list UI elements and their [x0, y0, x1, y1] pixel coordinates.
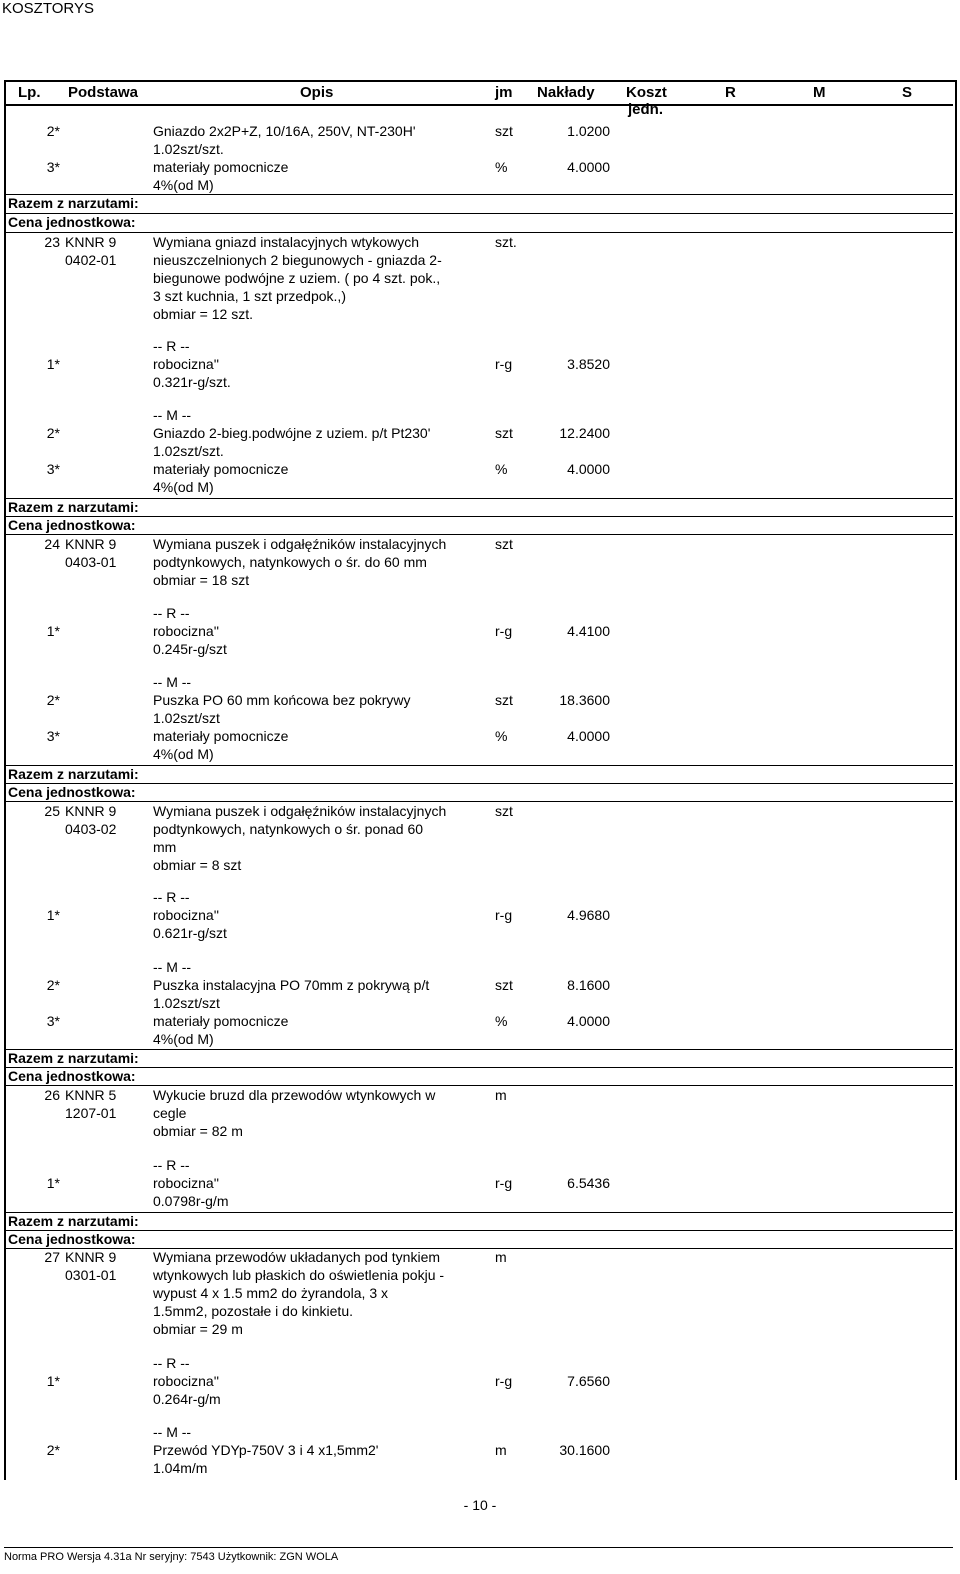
- row-opis: obmiar = 12 szt.: [153, 306, 253, 322]
- row-opis: materiały pomocnicze: [153, 461, 289, 477]
- divider: [4, 1085, 953, 1086]
- row-opis: 0.264r-g/m: [153, 1391, 221, 1407]
- row-val: 4.9680: [567, 907, 610, 923]
- page-number: - 10 -: [463, 1497, 497, 1513]
- row-jm: r-g: [495, 623, 513, 639]
- row-opis: materiały pomocnicze: [153, 728, 289, 744]
- razem-label: Razem z narzutami:: [8, 499, 139, 515]
- row-lp: 3*: [46, 159, 60, 175]
- row-lp: 2*: [46, 1442, 60, 1458]
- divider: [4, 498, 953, 499]
- header-naklady: Nakłady: [537, 84, 595, 101]
- row-opis: 0.0798r-g/m: [153, 1193, 229, 1209]
- row-podstawa: 0403-01: [65, 554, 117, 570]
- divider: [4, 232, 953, 233]
- row-opis: obmiar = 29 m: [153, 1321, 243, 1337]
- row-opis: podtynkowych, natynkowych o śr. do 60 mm: [153, 554, 427, 570]
- row-podstawa: KNNR 9: [65, 803, 117, 819]
- row-val: 4.0000: [567, 728, 610, 744]
- row-lp: 27: [44, 1249, 60, 1265]
- divider: [4, 1212, 953, 1213]
- row-jm: r-g: [495, 907, 513, 923]
- row-opis: -- M --: [153, 959, 192, 975]
- row-opis: Puszka PO 60 mm końcowa bez pokrywy: [153, 692, 411, 708]
- row-opis: 1.04m/m: [153, 1460, 208, 1476]
- row-jm: %: [495, 461, 508, 477]
- row-opis: 1.02szt/szt: [153, 995, 220, 1011]
- row-opis: Wymiana puszek i odgałęźników instalacyjnych: [153, 536, 447, 552]
- row-podstawa: KNNR 9: [65, 536, 117, 552]
- row-jm: szt: [495, 536, 513, 552]
- row-opis: obmiar = 18 szt: [153, 572, 250, 588]
- row-opis: 0.245r-g/szt: [153, 641, 227, 657]
- cena-label: Cena jednostkowa:: [8, 1068, 136, 1084]
- row-opis: -- M --: [153, 1424, 192, 1440]
- row-opis: Gniazdo 2x2P+Z, 10/16A, 250V, NT-230H': [153, 123, 416, 139]
- row-opis: wypust 4 x 1.5 mm2 do żyrandola, 3 x: [153, 1285, 388, 1301]
- divider: [4, 516, 953, 517]
- row-opis: 3 szt kuchnia, 1 szt przedpok.,): [153, 288, 346, 304]
- razem-label: Razem z narzutami:: [8, 1213, 139, 1229]
- row-jm: m: [495, 1442, 507, 1458]
- row-opis: -- R --: [153, 1157, 190, 1173]
- row-lp: 2*: [46, 692, 60, 708]
- header-opis: Opis: [300, 84, 334, 101]
- row-jm: m: [495, 1249, 507, 1265]
- row-opis: wtynkowych lub płaskich do oświetlenia pokju -: [153, 1267, 445, 1283]
- row-opis: Wymiana gniazd instalacyjnych wtykowych: [153, 234, 419, 250]
- row-lp: 1*: [46, 907, 60, 923]
- divider: [4, 1067, 953, 1068]
- row-lp: 26: [44, 1087, 60, 1103]
- document-title: KOSZTORYS: [2, 0, 94, 17]
- row-opis: nieuszczelnionych 2 biegunowych - gniazda 2-: [153, 252, 442, 268]
- razem-label: Razem z narzutami:: [8, 195, 139, 211]
- header-divider: [4, 104, 953, 106]
- row-lp: 24: [44, 536, 60, 552]
- row-lp: 2*: [46, 977, 60, 993]
- row-opis: -- R --: [153, 1355, 190, 1371]
- row-jm: szt: [495, 692, 513, 708]
- row-opis: 1.02szt/szt.: [153, 443, 224, 459]
- row-jm: szt: [495, 425, 513, 441]
- row-opis: materiały pomocnicze: [153, 159, 289, 175]
- divider: [4, 213, 953, 214]
- row-val: 30.1600: [559, 1442, 610, 1458]
- row-opis: obmiar = 8 szt: [153, 857, 242, 873]
- row-lp: 23: [44, 234, 60, 250]
- row-opis: Wymiana przewodów układanych pod tynkiem: [153, 1249, 441, 1265]
- footer-text: Norma PRO Wersja 4.31a Nr seryjny: 7543 Użytkownik: ZGN WOLA: [4, 1551, 339, 1563]
- row-jm: m: [495, 1087, 507, 1103]
- row-jm: szt: [495, 977, 513, 993]
- header-koszt-jedn: jedn.: [628, 101, 664, 118]
- row-opis: -- M --: [153, 674, 192, 690]
- row-val: 4.0000: [567, 1013, 610, 1029]
- row-val: 4.0000: [567, 159, 610, 175]
- row-podstawa: 0402-01: [65, 252, 117, 268]
- row-jm: r-g: [495, 1373, 513, 1389]
- header-lp: Lp.: [18, 84, 41, 101]
- row-jm: %: [495, 159, 508, 175]
- divider: [4, 1230, 953, 1231]
- row-opis: robocizna'': [153, 1373, 220, 1389]
- row-jm: szt: [495, 803, 513, 819]
- divider: [4, 765, 953, 766]
- row-val: 4.4100: [567, 623, 610, 639]
- row-val: 7.6560: [567, 1373, 610, 1389]
- table-frame: [4, 80, 957, 1480]
- row-opis: 0.321r-g/szt.: [153, 374, 231, 390]
- row-opis: -- R --: [153, 338, 190, 354]
- row-opis: Gniazdo 2-bieg.podwójne z uziem. p/t Pt230': [153, 425, 431, 441]
- row-opis: -- R --: [153, 605, 190, 621]
- row-opis: Wymiana puszek i odgałęźników instalacyjnych: [153, 803, 447, 819]
- row-opis: obmiar = 82 m: [153, 1123, 243, 1139]
- row-jm: %: [495, 728, 508, 744]
- row-jm: szt: [495, 123, 513, 139]
- row-lp: 1*: [46, 623, 60, 639]
- row-opis: 4%(od M): [153, 479, 214, 495]
- divider: [4, 1248, 953, 1249]
- razem-label: Razem z narzutami:: [8, 766, 139, 782]
- row-jm: szt.: [495, 234, 517, 250]
- row-podstawa: 1207-01: [65, 1105, 117, 1121]
- row-opis: Wykucie bruzd dla przewodów wtynkowych w: [153, 1087, 436, 1103]
- row-opis: 4%(od M): [153, 746, 214, 762]
- header-m: M: [813, 84, 826, 101]
- header-podstawa: Podstawa: [68, 84, 139, 101]
- row-opis: 1.5mm2, pozostałe i do kinkietu.: [153, 1303, 353, 1319]
- row-lp: 1*: [46, 1175, 60, 1191]
- cena-label: Cena jednostkowa:: [8, 1231, 136, 1247]
- row-podstawa: KNNR 9: [65, 234, 117, 250]
- row-opis: 0.621r-g/szt: [153, 925, 227, 941]
- header-r: R: [725, 84, 736, 101]
- row-podstawa: 0301-01: [65, 1267, 117, 1283]
- divider: [4, 801, 953, 802]
- cena-label: Cena jednostkowa:: [8, 784, 136, 800]
- row-podstawa: 0403-02: [65, 821, 117, 837]
- row-lp: 3*: [46, 728, 60, 744]
- row-opis: podtynkowych, natynkowych o śr. ponad 60: [153, 821, 424, 837]
- row-opis: biegunowe podwójne z uziem. ( po 4 szt. pok.,: [153, 270, 441, 286]
- row-opis: 4%(od M): [153, 1031, 214, 1047]
- row-lp: 2*: [46, 425, 60, 441]
- row-val: 3.8520: [567, 356, 610, 372]
- row-opis: cegle: [153, 1105, 187, 1121]
- row-opis: -- M --: [153, 407, 192, 423]
- row-val: 12.2400: [559, 425, 610, 441]
- divider: [4, 194, 953, 195]
- row-jm: r-g: [495, 1175, 513, 1191]
- row-opis: 1.02szt/szt: [153, 710, 220, 726]
- footer-divider: [4, 1547, 953, 1548]
- header-s: S: [902, 84, 913, 101]
- row-opis: robocizna'': [153, 356, 220, 372]
- row-opis: robocizna'': [153, 1175, 220, 1191]
- row-opis: 1.02szt/szt.: [153, 141, 224, 157]
- row-opis: mm: [153, 839, 177, 855]
- row-opis: Przewód YDYp-750V 3 i 4 x1,5mm2': [153, 1442, 379, 1458]
- row-podstawa: KNNR 9: [65, 1249, 117, 1265]
- divider: [4, 1049, 953, 1050]
- divider: [4, 783, 953, 784]
- row-podstawa: KNNR 5: [65, 1087, 117, 1103]
- row-lp: 25: [44, 803, 60, 819]
- row-jm: r-g: [495, 356, 513, 372]
- row-val: 6.5436: [567, 1175, 610, 1191]
- row-opis: robocizna'': [153, 623, 220, 639]
- row-val: 1.0200: [567, 123, 610, 139]
- divider: [4, 534, 953, 535]
- cena-label: Cena jednostkowa:: [8, 214, 136, 230]
- row-jm: %: [495, 1013, 508, 1029]
- cena-label: Cena jednostkowa:: [8, 517, 136, 533]
- row-lp: 1*: [46, 1373, 60, 1389]
- row-val: 18.3600: [559, 692, 610, 708]
- row-opis: Puszka instalacyjna PO 70mm z pokrywą p/t: [153, 977, 430, 993]
- row-lp: 3*: [46, 1013, 60, 1029]
- row-opis: robocizna'': [153, 907, 220, 923]
- header-jm: jm: [495, 84, 513, 101]
- row-lp: 2*: [46, 123, 60, 139]
- header-koszt: Koszt: [626, 84, 667, 101]
- row-opis: 4%(od M): [153, 177, 214, 193]
- row-opis: -- R --: [153, 889, 190, 905]
- razem-label: Razem z narzutami:: [8, 1050, 139, 1066]
- row-lp: 3*: [46, 461, 60, 477]
- row-opis: materiały pomocnicze: [153, 1013, 289, 1029]
- row-val: 8.1600: [567, 977, 610, 993]
- row-val: 4.0000: [567, 461, 610, 477]
- row-lp: 1*: [46, 356, 60, 372]
